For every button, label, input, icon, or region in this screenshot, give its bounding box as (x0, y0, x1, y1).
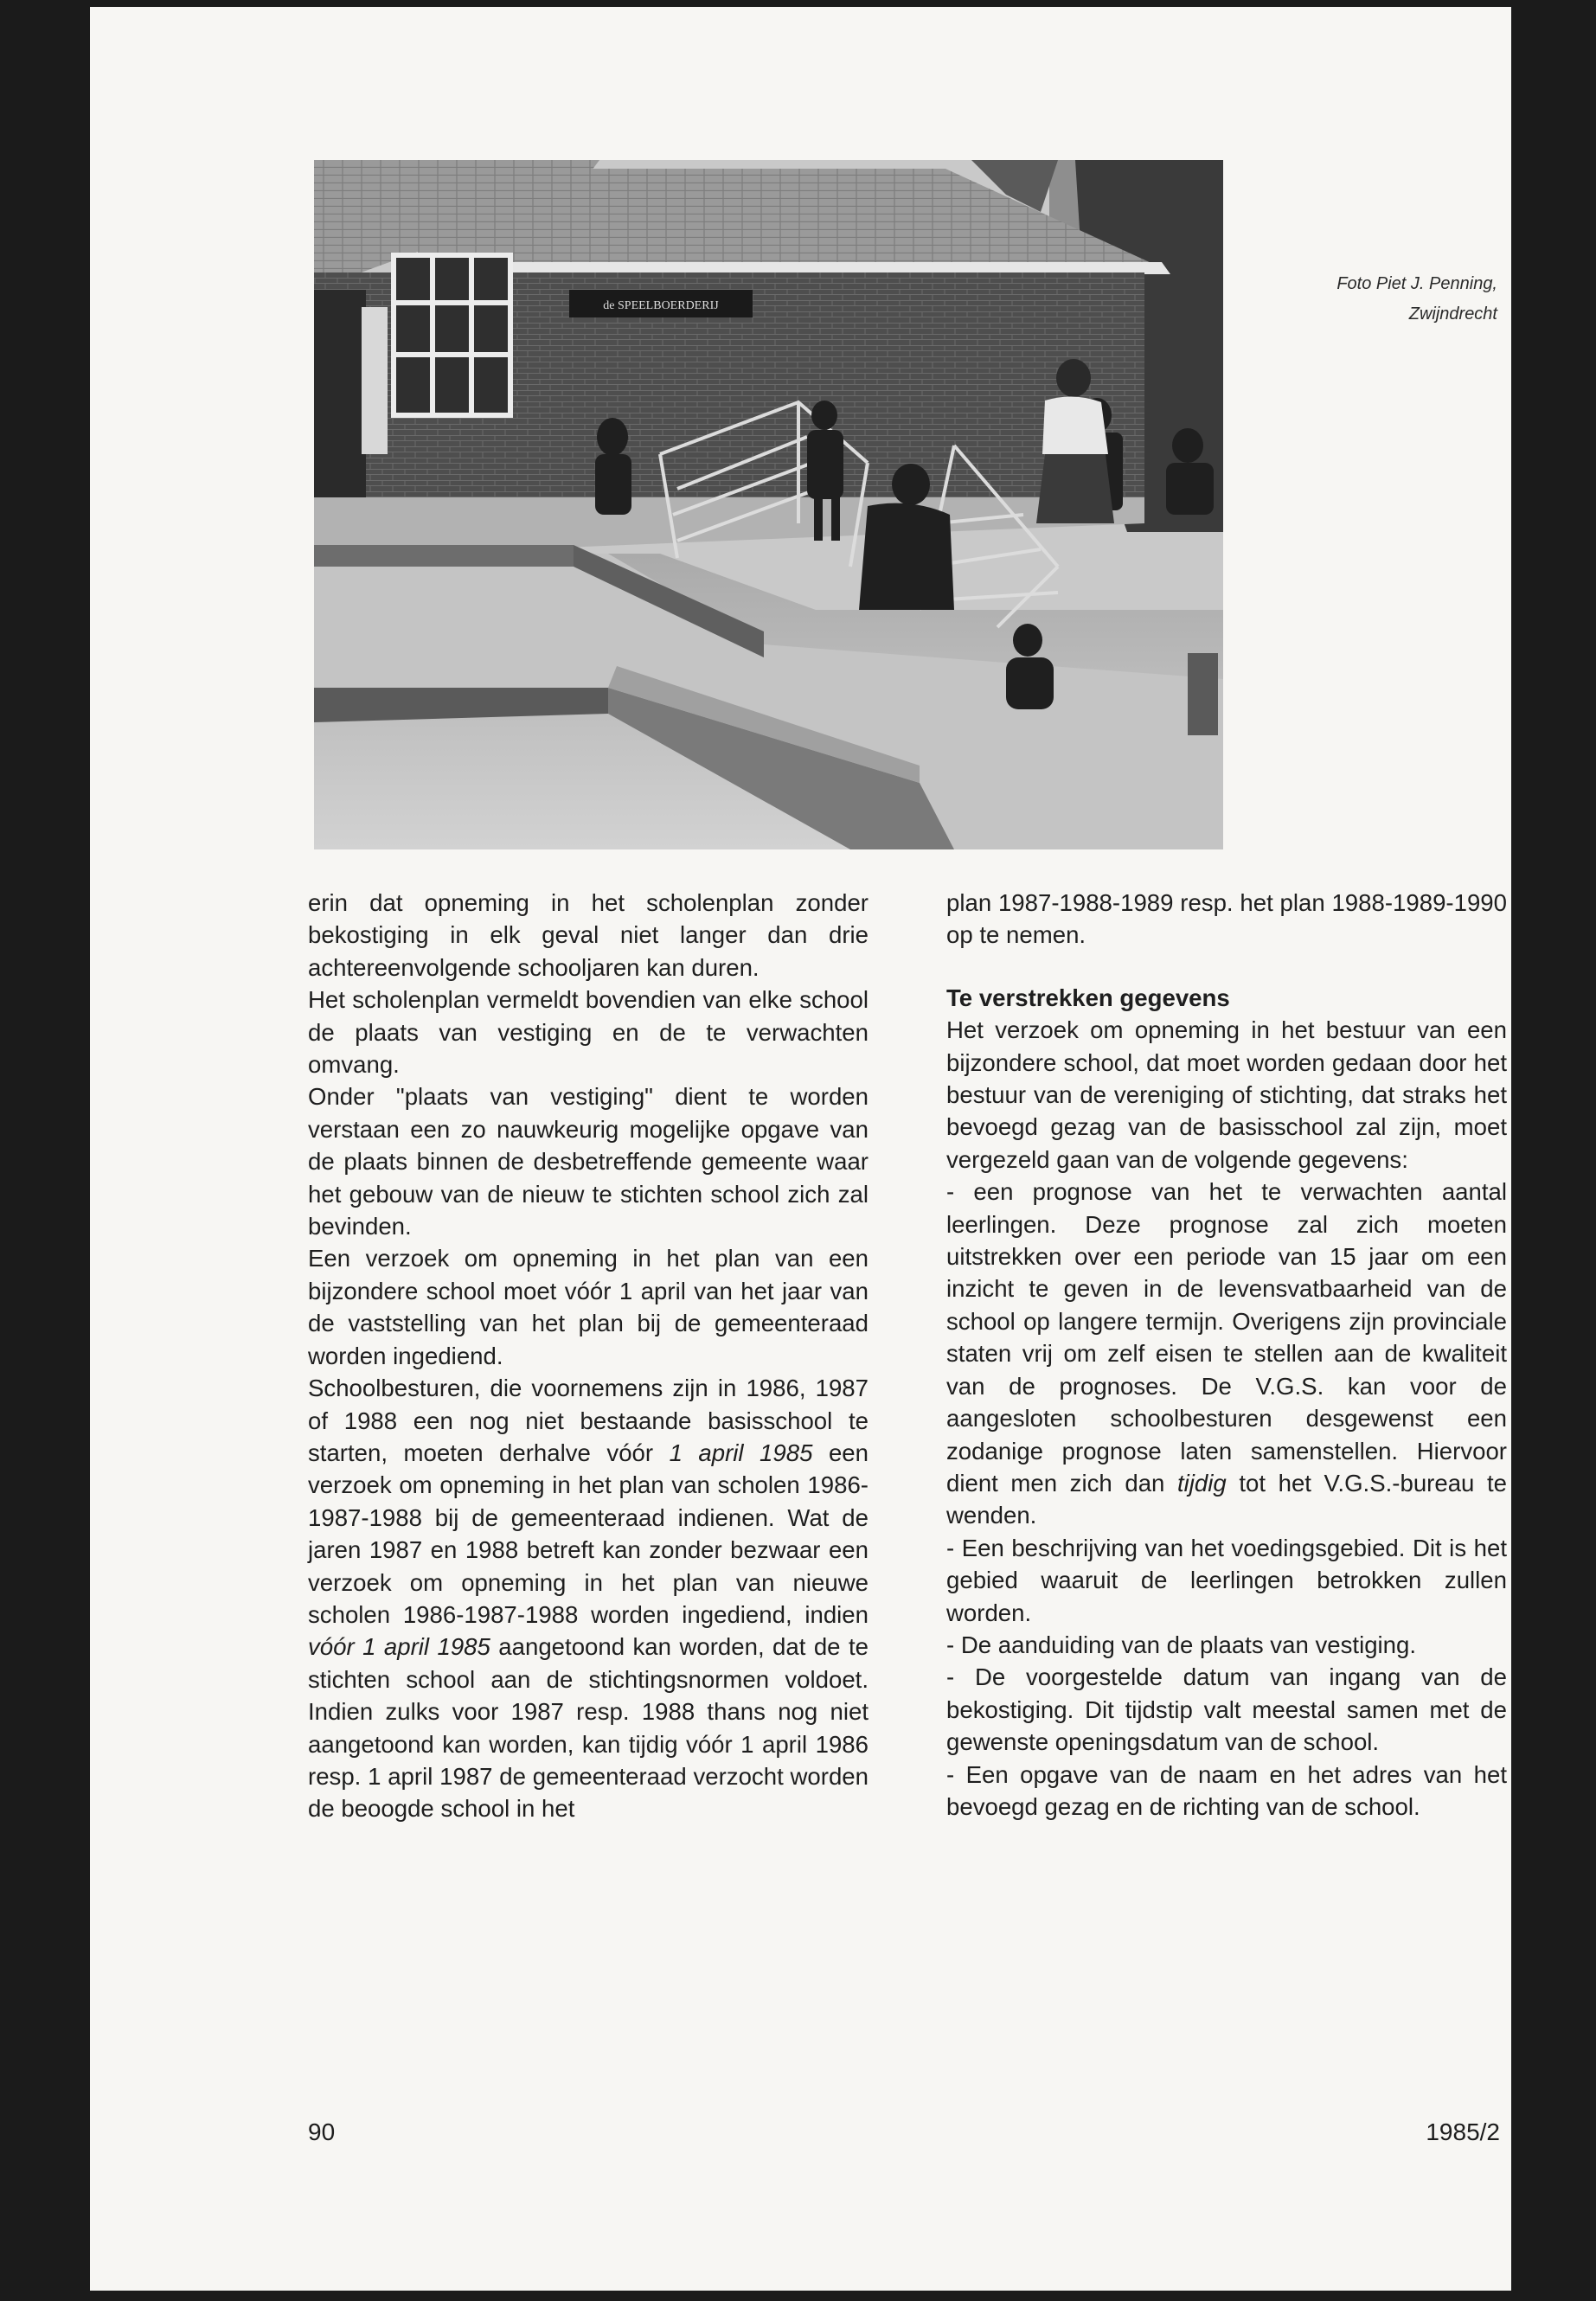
text-run: aangetoond kan worden, dat de te stichten school aan de stichtingsnormen voldoet. Indien zulks voor 1987 resp. 1988 thans nog niet aangetoond kan worden, kan tijdig vóór 1 april 1986 resp. 1 april 1987 de gemeenteraad verzocht worden de beoogde school in het (308, 1633, 869, 1823)
photo-credit (1240, 269, 1497, 330)
list-item: - Een beschrijving van het voedingsgebied. Dit is het gebied waaruit de leerlingen betrokken zullen worden. (946, 1534, 1507, 1626)
emphasis: tijdig (1176, 1469, 1227, 1497)
paragraph: erin dat opneming in het scholenplan zonder bekostiging in elk geval niet langer dan drie achtereenvolgende schooljaren kan duren. (308, 889, 869, 981)
section-heading: Te verstrekken gegevens (946, 984, 1230, 1011)
emphasis: 1 april 1985 (669, 1439, 813, 1466)
page-number: 90 (308, 2118, 336, 2145)
text-run: een verzoek om opneming in het plan van scholen 1986-1987-1988 bij de gemeenteraad indienen. Wat de jaren 1987 en 1988 betreft kan zonder bezwaar een verzoek om opneming in het plan van nieuwe scholen 1986-1987-1988 worden ingediend, indien (308, 1439, 869, 1628)
page (90, 7, 1511, 2291)
list-item (946, 1176, 1507, 1531)
text-run: - een prognose van het te verwachten aantal leerlingen. Deze prognose zal zich moeten uitstrekken over een periode van 15 jaar om een inzicht te geven in de levensvatbaarheid van de school op langere termijn. Overigens zijn provinciale staten vrij om zelf eisen te stellen aan de kwaliteit van de prognoses. De V.G.S. kan voor de aangesloten schoolbesturen desgewenst een zodanige prognose laten samenstellen. Hiervoor dient men zich dan (946, 1178, 1507, 1497)
list-item: - De aanduiding van de plaats van vestiging. (946, 1631, 1417, 1658)
photo-credit-line1: Foto Piet J. Penning, (1336, 274, 1497, 293)
right-text-column (946, 887, 1507, 1823)
list-item: - Een opgave van de naam en het adres van het bevoegd gezag en de richting van de school. (946, 1760, 1507, 1820)
list-item: - De voorgestelde datum van ingang van de bekostiging. Dit tijdstip valt meestal samen met de gewenste openingsdatum van de school. (946, 1663, 1507, 1756)
paragraph: Onder "plaats van vestiging" dient te worden verstaan een zo nauwkeurig mogelijke opgave van de plaats binnen de desbetreffende gemeente waar het gebouw van de nieuw te stichten school zich zal bevinden. (308, 1083, 869, 1240)
paragraph (308, 1372, 869, 1825)
emphasis: vóór 1 april 1985 (308, 1633, 490, 1661)
issue-number: 1985/2 (1426, 2118, 1500, 2145)
building-sign: de SPEELBOERDERIJ (603, 299, 719, 312)
photo-credit-line2: Zwijndrecht (1408, 304, 1497, 324)
paragraph: Het scholenplan vermeldt bovendien van elke school de plaats van vestiging en de te verwachten omvang. (308, 986, 869, 1079)
text-run: tot het V.G.S.-bureau te wenden. (946, 1469, 1507, 1529)
left-text-column (308, 887, 869, 1825)
paragraph: Het verzoek om opneming in het bestuur van een bijzondere school, dat moet worden gedaan door het bestuur van de vereniging of stichting, dat straks het bevoegd gezag van de basisschool zal zijn, moet vergezeld gaan van de volgende gegevens: (946, 1016, 1507, 1173)
paragraph: plan 1987-1988-1989 resp. het plan 1988-1989-1990 op te nemen. (946, 889, 1507, 949)
text-run: Schoolbesturen, die voornemens zijn in 1986, 1987 of 1988 een nog niet bestaande basisschool te starten, moeten derhalve vóór (308, 1375, 869, 1466)
school-playground-photo (314, 160, 1223, 849)
paragraph: Een verzoek om opneming in het plan van een bijzondere school moet vóór 1 april van het jaar van de vaststelling van het plan bij de gemeenteraad worden ingediend. (308, 1245, 869, 1369)
